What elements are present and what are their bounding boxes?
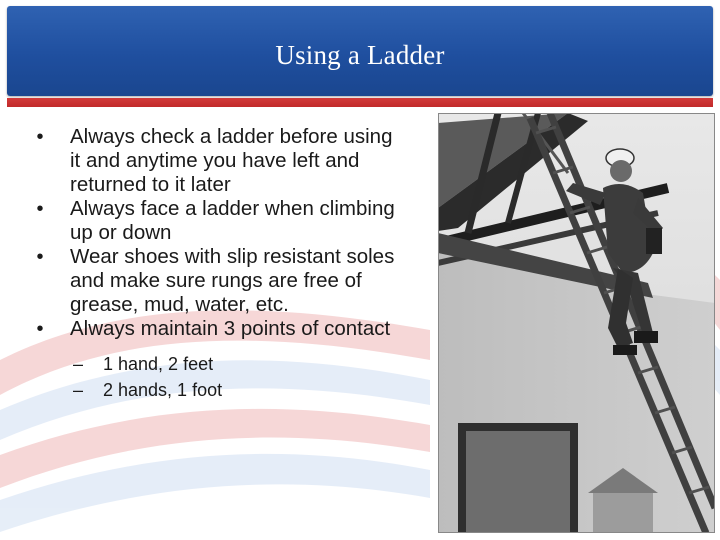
bullet-dot: •: [36, 126, 44, 148]
sub-bullet-item: [30, 377, 400, 403]
bullet-item: [30, 197, 400, 245]
bullet-dot: •: [36, 246, 44, 268]
title-accent-rule: [7, 98, 713, 107]
bullet-text: Wear shoes with slip resistant soles and make sure rungs are free of grease, mud, water, etc.: [70, 245, 395, 316]
sub-bullet-dash: –: [73, 354, 84, 374]
bullet-text: Always maintain 3 points of contact: [70, 317, 391, 340]
sub-bullet-text: 2 hands, 1 foot: [103, 380, 223, 400]
bullet-text: Always check a ladder before using it and anytime you have left and returned to it later: [70, 125, 393, 196]
bullet-text: Always face a ladder when climbing up or down: [70, 197, 395, 244]
bullet-dot: •: [36, 318, 44, 340]
bullet-dot: •: [36, 198, 44, 220]
slide-title: Using a Ladder: [275, 40, 445, 70]
bullet-item: [30, 245, 400, 317]
sub-bullet-dash: –: [73, 380, 84, 400]
slide-content: [30, 125, 400, 403]
sub-bullet-text: 1 hand, 2 feet: [103, 354, 214, 374]
title-bar: [7, 6, 713, 96]
bullet-list: [30, 125, 400, 341]
bullet-item: [30, 125, 400, 197]
bullet-item: [30, 317, 400, 341]
sub-bullet-item: [30, 351, 400, 377]
sub-bullet-list: [30, 351, 400, 403]
ladder-worker-photo: [438, 113, 715, 533]
